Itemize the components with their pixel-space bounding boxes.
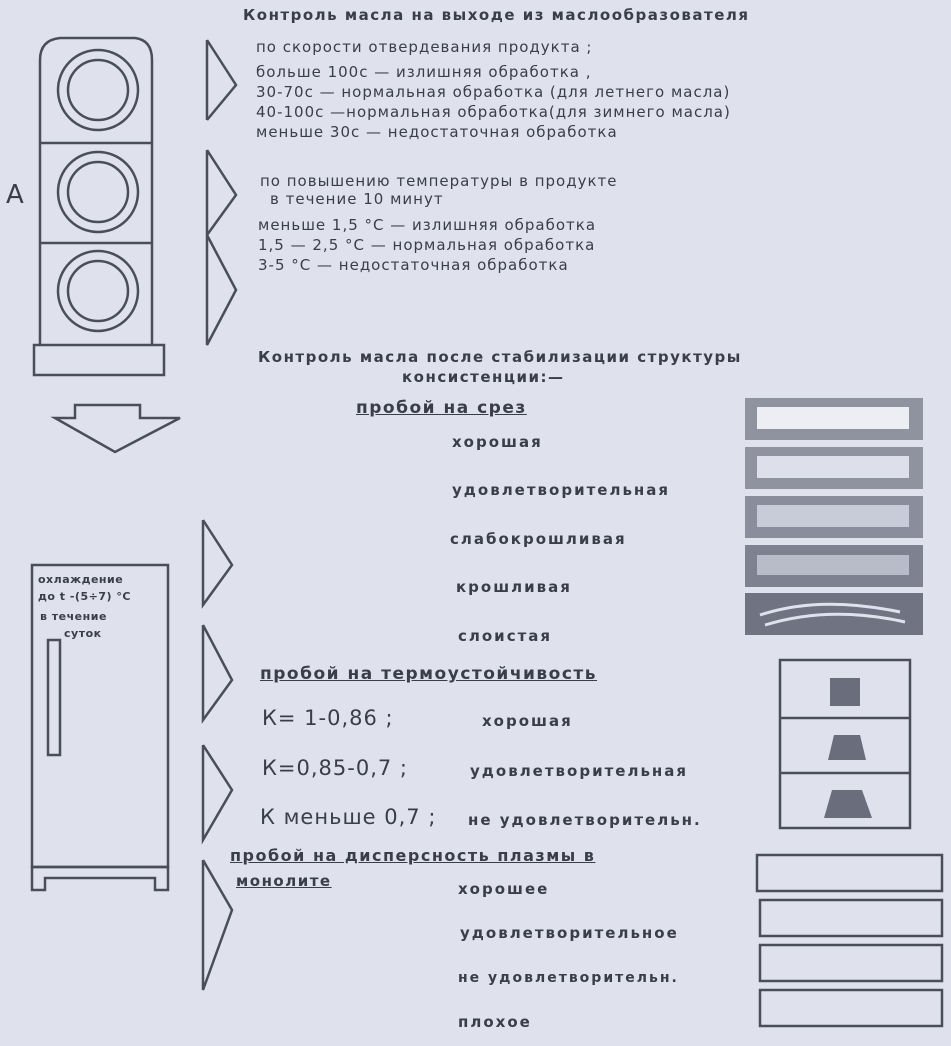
plasma-test-heading-2: монолите — [236, 872, 332, 890]
plasma-grade: хорошее — [458, 880, 550, 898]
butter-machine-icon — [34, 38, 164, 375]
thermal-k-value: К=0,85-0,7 ; — [262, 756, 408, 780]
thermal-k-value: К= 1-0,86 ; — [262, 706, 394, 730]
temperature-line: меньше 1,5 °С — излишняя обработка — [258, 216, 597, 234]
cut-grade: хорошая — [452, 433, 543, 451]
cut-grade: крошливая — [456, 578, 572, 596]
plasma-grade: плохое — [458, 1013, 532, 1031]
plasma-grade: не удовлетворительн. — [458, 970, 679, 986]
zigzag-arrow-bottom — [203, 520, 232, 990]
down-arrow-icon — [55, 405, 180, 452]
cut-test-heading: пробой на срез — [356, 398, 527, 418]
fridge-label-line: охлаждение — [38, 573, 124, 586]
stabilized-control-title-2: консистенции:— — [402, 368, 565, 386]
stabilized-control-title: Контроль масла после стабилизации структуры — [258, 348, 742, 366]
speed-criterion-heading: по скорости отвердевания продукта ; — [256, 38, 593, 56]
fridge-label-line: суток — [64, 627, 102, 640]
temperature-line: 1,5 — 2,5 °С — нормальная обработка — [258, 236, 596, 254]
thermal-grade: хорошая — [482, 712, 573, 730]
thermal-k-value: К меньше 0,7 ; — [260, 805, 437, 829]
outlet-control-title: Контроль масла на выходе из маслообразователя — [243, 6, 750, 24]
speed-line: 30-70с — нормальная обработка (для летнего масла) — [256, 83, 731, 101]
fridge-label-line: до t -(5÷7) °С — [38, 590, 131, 603]
thermal-grade: не удовлетворительн. — [468, 811, 702, 829]
thermal-test-samples — [780, 660, 910, 828]
cut-grade: слабокрошливая — [450, 530, 627, 548]
temperature-line: 3-5 °С — недостаточная обработка — [258, 256, 569, 274]
speed-line: меньше 30с — недостаточная обработка — [256, 123, 618, 141]
fridge-label-line: в течение — [40, 610, 107, 623]
cut-grade: слоистая — [458, 627, 553, 645]
plasma-grade: удовлетворительное — [460, 924, 679, 942]
thermal-test-heading: пробой на термоустойчивость — [260, 664, 598, 684]
zigzag-arrow-top — [207, 40, 236, 345]
machine-label: А — [6, 180, 25, 210]
cut-grade: удовлетворительная — [452, 481, 671, 499]
temperature-criterion-heading: по повышению температуры в продукте — [260, 172, 618, 190]
temperature-criterion-heading-2: в течение 10 минут — [270, 190, 444, 208]
cut-test-samples — [745, 398, 923, 635]
speed-line: 40-100с —нормальная обработка(для зимнего масла) — [256, 103, 731, 121]
plasma-test-heading: пробой на дисперсность плазмы в — [230, 846, 596, 865]
thermal-grade: удовлетворительная — [470, 762, 689, 780]
speed-line: больше 100с — излишняя обработка , — [256, 63, 592, 81]
plasma-test-samples — [757, 855, 942, 1026]
